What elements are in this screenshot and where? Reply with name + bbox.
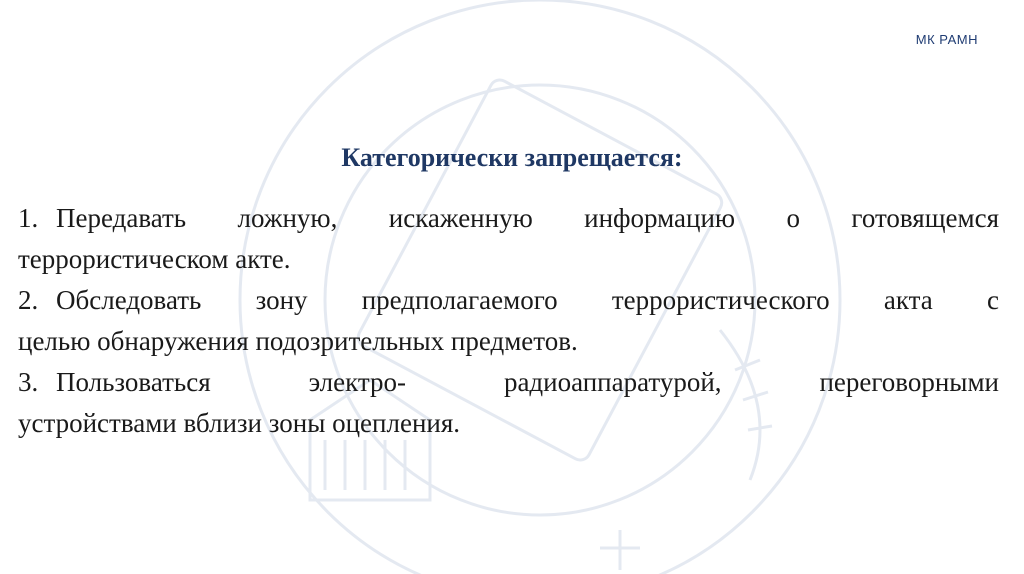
list-item-first-line [18, 280, 999, 321]
list-item [18, 198, 999, 280]
list-item-word: искаженную [388, 203, 533, 233]
list-item-continuation: устройствами вблизи зоны оцепления. [18, 408, 461, 438]
list-item [18, 362, 999, 444]
list-item-first-line [18, 362, 999, 403]
brand-label: МК РАМН [915, 32, 978, 47]
list-item-word: радиоаппаратурой, [503, 367, 722, 397]
list-item-justified-line [56, 280, 999, 321]
prohibitions-list [18, 198, 999, 444]
list-item-continuation: террористическом акте. [18, 244, 291, 274]
list-item-word: с [986, 285, 999, 315]
list-item-word: готовящемся [851, 203, 999, 233]
list-item-word: террористического [611, 285, 830, 315]
list-item-number: 3. [18, 367, 39, 397]
list-item-number: 2. [18, 285, 39, 315]
emblem-cross-shape [600, 530, 640, 570]
list-item [18, 280, 999, 362]
list-item-word: Пользоваться [56, 367, 211, 397]
list-item-word: Передавать [56, 203, 187, 233]
list-item-continuation: целью обнаружения подозрительных предметов. [18, 326, 578, 356]
list-item-justified-line [56, 198, 999, 239]
list-item-number: 1. [18, 203, 39, 233]
list-item-word: электро- [308, 367, 407, 397]
list-item-word: информацию [584, 203, 736, 233]
list-item-word: Обследовать [56, 285, 202, 315]
list-item-word: предполагаемого [361, 285, 558, 315]
list-item-word: ложную, [237, 203, 338, 233]
list-item-word: о [786, 203, 801, 233]
list-item-justified-line [56, 362, 999, 403]
list-item-first-line [18, 198, 999, 239]
list-item-word: акта [883, 285, 933, 315]
slide-heading: Категорически запрещается: [341, 143, 683, 172]
list-item-word: переговорными [819, 367, 999, 397]
list-item-word: зону [255, 285, 308, 315]
